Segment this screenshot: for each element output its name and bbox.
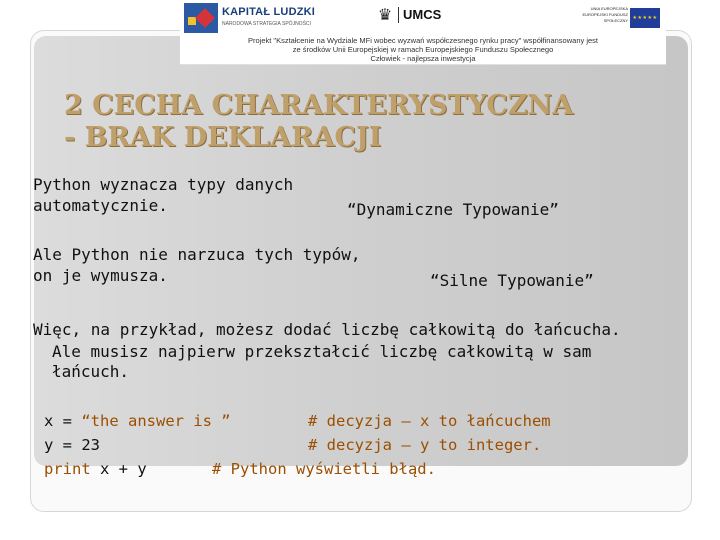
paragraph-2-line-1: Ale Python nie narzuca tych typów, — [33, 245, 361, 264]
project-description — [180, 36, 666, 63]
code-line-2-comment: # decyzja – y to integer. — [308, 436, 542, 454]
paragraph-1-line-1: Python wyznacza typy danych — [33, 175, 294, 194]
logo-separator — [398, 7, 399, 23]
paragraph-1-line-2: automatycznie. — [33, 196, 168, 215]
project-line-2: ze środków Unii Europejskiej w ramach Europejskiego Funduszu Społecznego — [292, 45, 554, 54]
code-line-3-expression: x + y — [90, 460, 147, 478]
dynamic-typing-label: “Dynamiczne Typowanie” — [347, 200, 559, 219]
eu-fund-text: UNIA EUROPEJSKA EUROPEJSKI FUNDUSZ SPOŁECZNY — [582, 6, 628, 23]
paragraph-3-line-2: Ale musisz najpierw przekształcić liczbę całkowitą w sam — [52, 342, 592, 361]
code-line-1-comment: # decyzja – x to łańcuchem — [308, 412, 551, 430]
eu-flag-icon: ★★★★★ — [630, 8, 660, 28]
project-banner — [180, 0, 666, 65]
kapital-ludzki-title: KAPITAŁ LUDZKI — [222, 6, 316, 18]
strong-typing-label: “Silne Typowanie” — [430, 271, 594, 290]
paragraph-3-line-3: łańcuch. — [52, 362, 130, 381]
paragraph-2-line-2: on je wymusza. — [33, 266, 168, 285]
code-line-3 — [44, 458, 147, 480]
paragraph-3-line-1: Więc, na przykład, możesz dodać liczbę całkowitą do łańcucha. — [33, 320, 621, 339]
code-line-2: y = 23 — [44, 436, 100, 454]
code-line-1 — [44, 410, 231, 432]
code-line-1-var: x = — [44, 412, 82, 430]
code-line-3-keyword: print — [44, 460, 91, 478]
slide-title-line-1: 2 CECHA CHARAKTERYSTYCZNA — [64, 90, 574, 121]
project-line-1: Projekt "Kształcenie na Wydziale MFi wobec wyzwań współczesnego rynku pracy" współfinansowany jest — [248, 36, 598, 45]
code-line-3-comment: # Python wyświetli błąd. — [212, 460, 436, 478]
kapital-ludzki-logo-icon — [184, 3, 218, 33]
project-line-3: Człowiek - najlepsza inwestycja — [370, 54, 476, 63]
umcs-logo-text: UMCS — [403, 7, 442, 22]
kapital-ludzki-subtitle: NARODOWA STRATEGIA SPÓJNOŚCI — [222, 21, 311, 27]
code-line-1-string: “the answer is ” — [81, 412, 231, 430]
eagle-emblem-icon: ♛ — [377, 5, 393, 24]
slide-title — [64, 90, 573, 154]
slide-title-line-2: - BRAK DEKLARACJI — [64, 122, 382, 153]
